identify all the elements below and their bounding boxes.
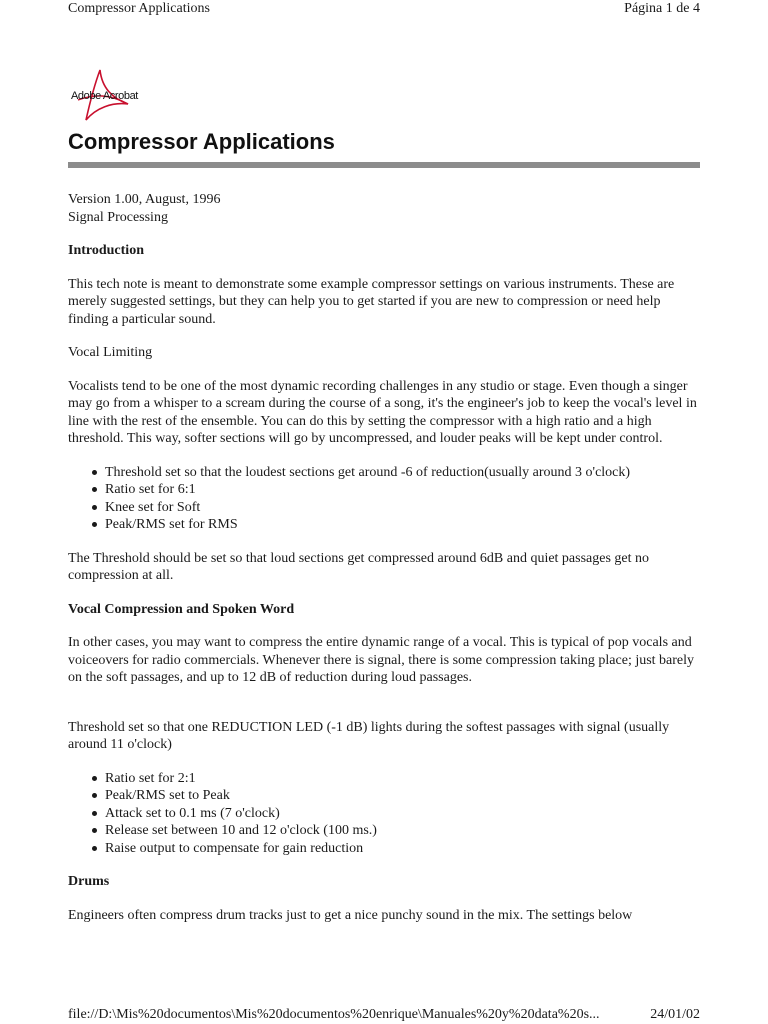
print-footer xyxy=(68,1006,700,1024)
bullet-icon xyxy=(92,487,97,492)
list-item-text: Attack set to 0.1 ms (7 o'clock) xyxy=(105,805,280,821)
adobe-acrobat-logo xyxy=(68,68,138,128)
vocal-compression-heading: Vocal Compression and Spoken Word xyxy=(68,601,295,617)
list-item-text: Peak/RMS set for RMS xyxy=(105,517,238,532)
bullet-icon xyxy=(92,828,97,833)
print-header xyxy=(68,0,700,18)
vocal-compression-paragraph: In other cases, you may want to compress the entire dynamic range of a vocal. This is typical of pop vocals and voiceovers for radio commercials. Whenever there is signal, there is some compression taking place; just barely on the soft passages, and up to 12 dB of reduction during loud passages. xyxy=(68,635,695,685)
threshold-note-paragraph: The Threshold should be set so that loud sections get compressed around 6dB and quiet passages get no compression at all. xyxy=(68,550,650,583)
category-line: Signal Processing xyxy=(68,209,168,225)
bullet-icon xyxy=(92,846,97,851)
footer-file-path: file://D:\Mis%20documentos\Mis%20documentos%20enrique\Manuales%20y%20data%20s... xyxy=(68,1007,600,1022)
list-item xyxy=(90,481,704,499)
vocal-limiting-paragraph: Vocalists tend to be one of the most dynamic recording challenges in any studio or stage. Even though a singer may go from a whisper to a scream during the course of a song, it's the engineer's job to keep the vocal's level in line with the rest of the ensemble. You can do this by setting the compressor with a high ratio and a high threshold. This way, softer sections will go by uncompressed, and louder peaks will be kept under control. xyxy=(68,378,697,446)
drums-paragraph: Engineers often compress drum tracks just to get a nice punchy sound in the mix. The settings below xyxy=(68,907,633,923)
list-item xyxy=(90,787,704,805)
list-item-text: Knee set for Soft xyxy=(105,499,201,515)
list-item-text: Ratio set for 6:1 xyxy=(105,482,196,497)
document-title: Compressor Applications xyxy=(68,129,335,154)
list-item-text: Raise output to compensate for gain reduction xyxy=(105,840,364,856)
bullet-icon xyxy=(92,505,97,510)
footer-date: 24/01/02 xyxy=(650,1007,700,1022)
document-body xyxy=(68,191,704,924)
bullet-icon xyxy=(92,793,97,798)
introduction-heading: Introduction xyxy=(68,243,144,258)
list-item-text: Threshold set so that the loudest sections get around -6 of reduction(usually around 3 o'clock) xyxy=(105,464,631,480)
list-item xyxy=(90,840,704,858)
bullet-icon xyxy=(92,811,97,816)
logo-text: Adobe Acrobat xyxy=(71,90,138,102)
list-item-text: Peak/RMS set to Peak xyxy=(105,788,230,803)
list-item xyxy=(90,805,704,823)
list-item xyxy=(90,464,704,482)
bullet-icon xyxy=(92,776,97,781)
version-line: Version 1.00, August, 1996 xyxy=(68,192,221,207)
bullet-icon xyxy=(92,470,97,475)
drums-heading: Drums xyxy=(68,874,110,889)
header-page-number: Página 1 de 4 xyxy=(624,1,700,16)
threshold-led-paragraph: Threshold set so that one REDUCTION LED (-1 dB) lights during the softest passages with signal (usually around 11 o'clock) xyxy=(68,719,670,752)
list-item-text: Release set between 10 and 12 o'clock (100 ms.) xyxy=(105,823,377,838)
vocal-limiting-list xyxy=(90,464,704,534)
introduction-paragraph: This tech note is meant to demonstrate some example compressor settings on various instruments. These are merely suggested settings, but they can help you to get started if you are new to compression or need help finding a particular sound. xyxy=(68,276,675,327)
list-item xyxy=(90,770,704,788)
bullet-icon xyxy=(92,522,97,527)
list-item xyxy=(90,516,704,534)
header-title: Compressor Applications xyxy=(68,1,210,16)
list-item-text: Ratio set for 2:1 xyxy=(105,770,196,786)
title-rule xyxy=(68,162,700,168)
list-item xyxy=(90,499,704,517)
vocal-limiting-heading: Vocal Limiting xyxy=(68,345,153,360)
list-item xyxy=(90,822,704,840)
vocal-compression-list xyxy=(90,770,704,858)
